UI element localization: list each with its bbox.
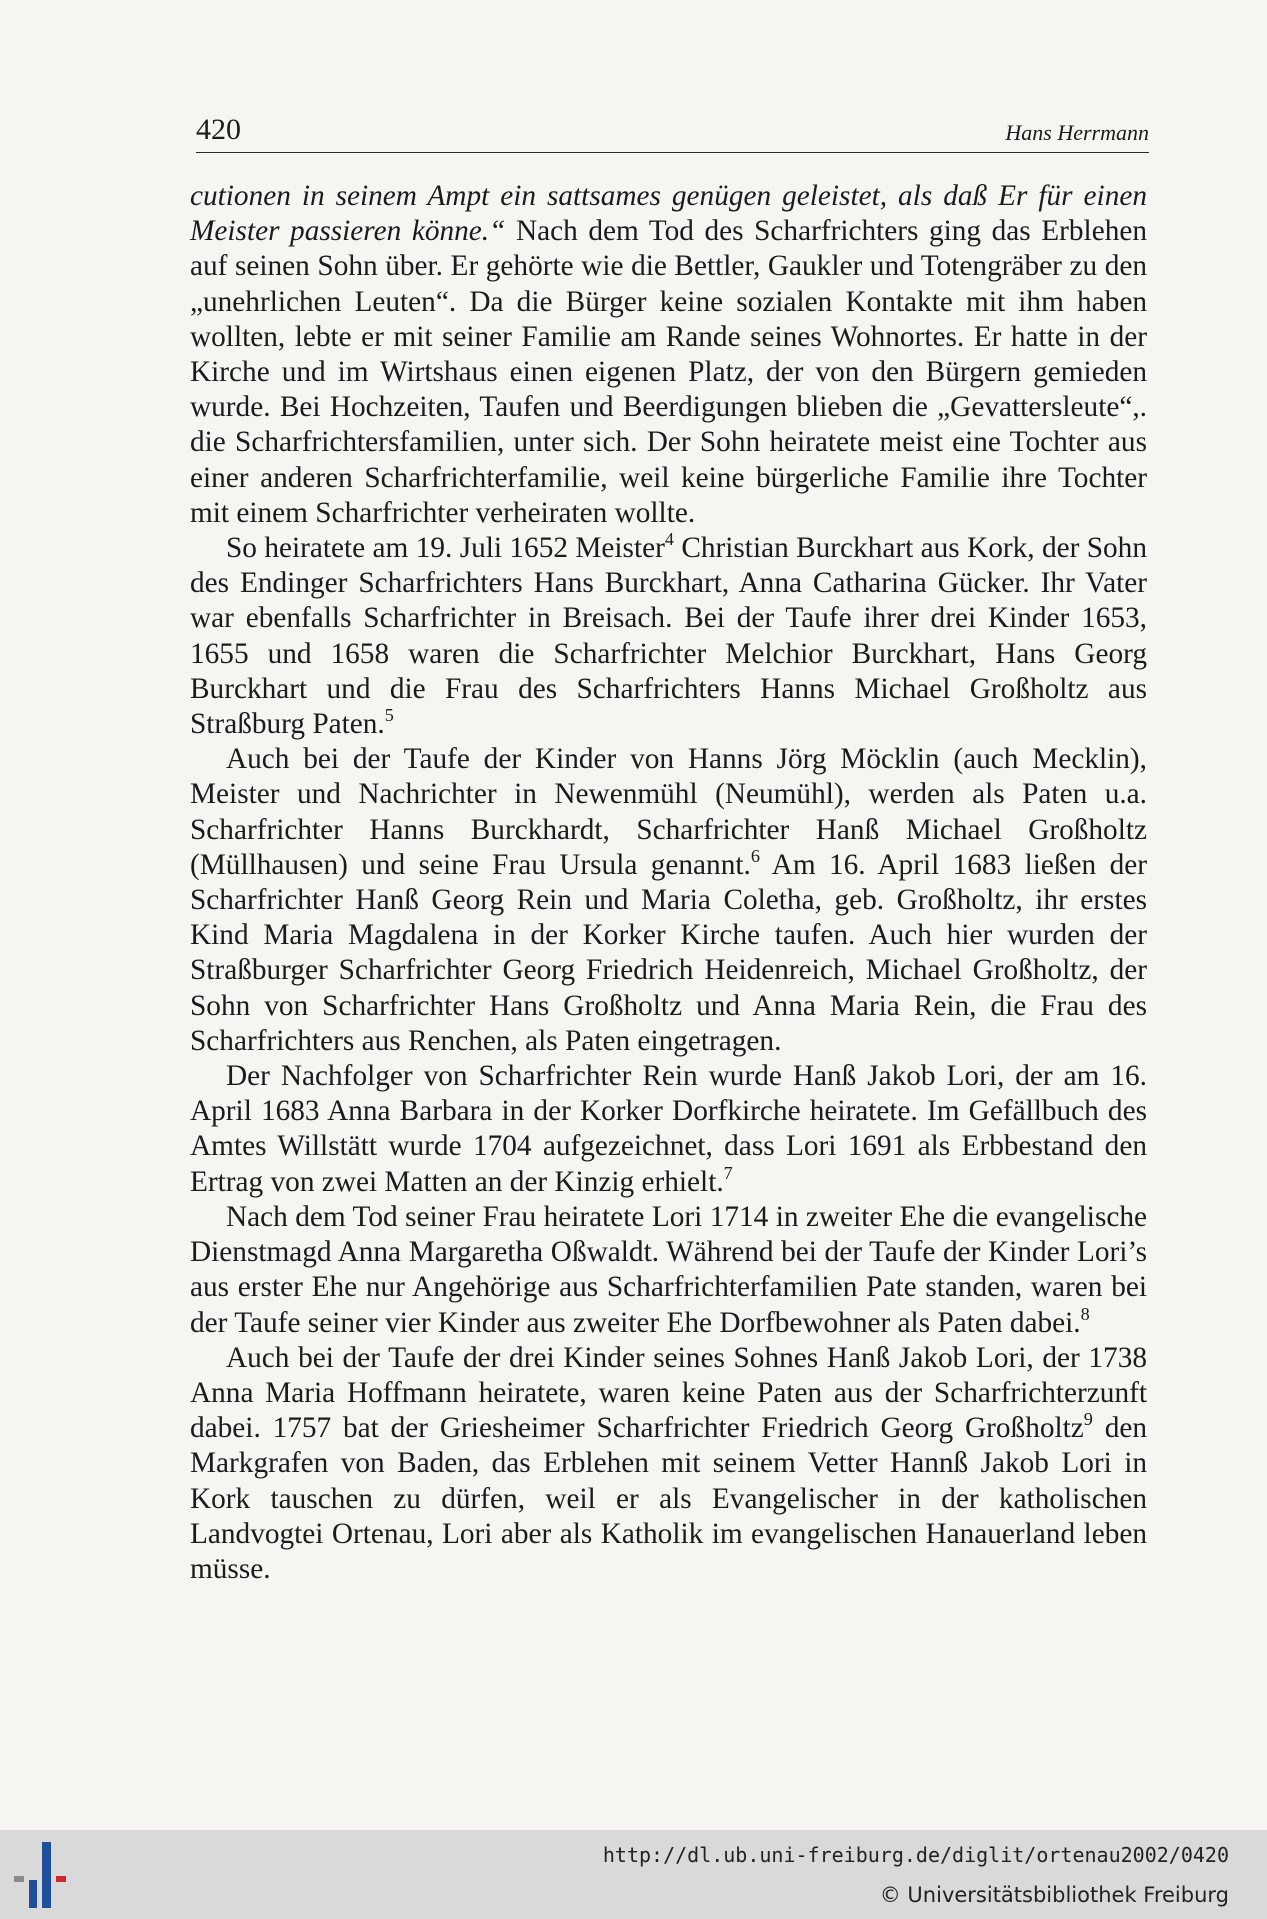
body-text — [190, 179, 1147, 1587]
paragraph — [190, 1059, 1147, 1200]
viewer-footer — [0, 1830, 1267, 1919]
footnote-ref: 7 — [723, 1162, 733, 1183]
running-head-author: Hans Herrmann — [1005, 120, 1149, 145]
page-header — [196, 110, 1149, 153]
paragraph — [190, 1341, 1147, 1587]
text-run: Nach dem Tod seiner Frau heiratete Lori 1714 in zweiter Ehe die evangelische Dienstmagd Anna Margaretha Oßwaldt. Während bei der Taufe der Kinder Lori’s aus erster Ehe nur Angehörige aus Scharfrichterfamilien Pate standen, waren bei der Taufe seiner vier Kinder aus zweiter Ehe Dorfbewohner als Paten dabei. — [190, 1200, 1147, 1339]
logo-bar-grey — [14, 1876, 24, 1882]
permalink-url[interactable]: http://dl.ub.uni-freiburg.de/diglit/ortenau2002/0420 — [602, 1843, 1229, 1867]
footnote-ref: 9 — [1083, 1409, 1093, 1430]
text-run: Nach dem Tod des Scharfrichters ging das Erblehen auf seinen Sohn über. Er gehörte wie die Bettler, Gaukler und Totengräber zu den „unehrlichen Leuten“. Da die Bürger keine sozialen Kontakte mit ihm haben wollten, lebte er mit seiner Familie am Rande seines Wohnortes. Er hatte in der Kirche und im Wirtshaus einen eigenen Platz, der von den Bürgern gemieden wurde. Bei Hochzeiten, Taufen und Beerdigungen blieben die „Gevattersleute“,. die Scharfrichtersfamilien, unter sich. Der Sohn heiratete meist eine Tochter aus einer anderen Scharfrichterfamilie, weil keine bürgerliche Familie ihre Tochter mit einem Scharfrichter verheiraten wollte. — [190, 215, 1148, 529]
paragraph — [190, 531, 1147, 742]
text-run: den Markgrafen von Baden, das Erblehen mit seinem Vetter Hannß Jakob Lori in Kork tauschen zu dürfen, weil er als Evangelischer in der katholischen Landvogtei Ortenau, Lori aber als Katholik im evangelischen Hanauerland leben müsse. — [190, 1412, 1147, 1585]
footnote-ref: 8 — [1080, 1303, 1090, 1324]
copyright-notice: © Universitätsbibliothek Freiburg — [879, 1883, 1229, 1907]
paragraph — [190, 742, 1147, 1059]
text-run: So heiratete am 19. Juli 1652 Meister — [226, 532, 665, 565]
footnote-ref: 4 — [664, 529, 674, 550]
logo-bar-blue-tall — [29, 1880, 37, 1908]
text-run: Auch bei der Taufe der drei Kinder seines Sohnes Hanß Jakob Lori, der 1738 Anna Maria Hoffmann heiratete, waren keine Paten aus der Scharfrichterzunft dabei. 1757 bat der Griesheimer Scharfrichter Friedrich Georg Großholtz — [190, 1341, 1147, 1445]
footnote-ref: 6 — [750, 846, 760, 867]
logo-bar-red — [56, 1876, 66, 1882]
text-run: Der Nachfolger von Scharfrichter Rein wurde Hanß Jakob Lori, der am 16. April 1683 Anna Barbara in der Korker Dorfkirche heiratete. Im Gefällbuch des Amtes Willstätt wurde 1704 aufgezeichnet, dass Lori 1691 als Erbbestand den Ertrag von zwei Matten an der Kinzig erhielt. — [190, 1060, 1147, 1198]
paragraph — [190, 179, 1147, 531]
paragraph — [190, 1200, 1147, 1341]
quoted-text: cutionen in seinem Ampt ein sattsames genügen geleistet, als daß Er für einen Meister passieren könne.“ — [190, 180, 1147, 248]
text-run: Auch bei der Taufe der Kinder von Hanns Jörg Möcklin (auch Mecklin), Meister und Nachrichter in Newenmühl (Neumühl), werden als Paten u.a. Scharfrichter Hanns Burckhardt, Scharfrichter Hanß Michael Großholtz (Müllhausen) und seine Frau Ursula genannt. — [190, 743, 1147, 881]
text-run: Am 16. April 1683 ließen der Scharfrichter Hanß Georg Rein und Maria Coletha, geb. Großholtz, ihr erstes Kind Maria Magdalena in der Korker Kirche taufen. Auch hier wurden der Straßburger Scharfrichter Georg Friedrich Heidenreich, Michael Großholtz, der Sohn von Scharfrichter Hans Großholtz und Anna Maria Rein, die Frau des Scharfrichters aus Renchen, als Paten eingetragen. — [190, 848, 1147, 1057]
footnote-ref: 5 — [384, 705, 394, 726]
ub-freiburg-logo-icon — [14, 1838, 84, 1914]
page-number: 420 — [196, 113, 241, 146]
text-run: Christian Burckhart aus Kork, der Sohn des Endinger Scharfrichters Hans Burckhart, Anna Catharina Gücker. Ihr Vater war ebenfalls Scharfrichter in Breisach. Bei der Taufe ihrer drei Kinder 1653, 1655 und 1658 waren die Scharfrichter Melchior Burckhart, Hans Georg Burckhart und die Frau des Scharfrichters Hanns Michael Großholtz aus Straßburg Paten. — [190, 532, 1147, 741]
logo-bar-blue-long — [42, 1842, 51, 1908]
